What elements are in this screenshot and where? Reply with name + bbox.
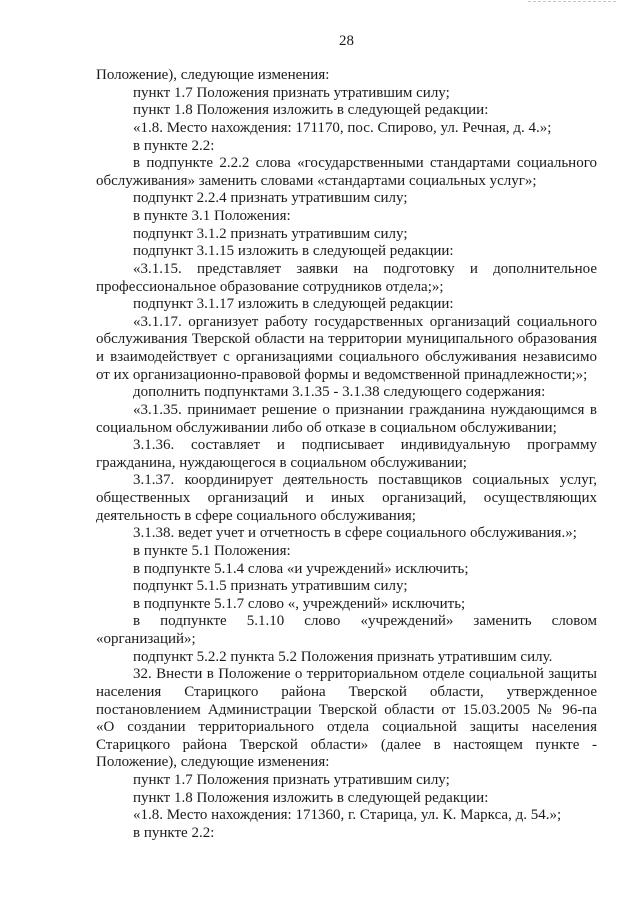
text-line: Положение), следующие изменения: — [96, 67, 330, 83]
text-line: от их организационно-правовой формы и ведомственной принадлежности;»; — [96, 366, 588, 383]
text-line: и взаимодействует с организациями социального обслуживания независимо — [96, 349, 597, 365]
text-line: подпункт 2.2.4 признать утратившим силу; — [133, 190, 408, 207]
text-line: подпункт 3.1.17 изложить в следующей редакции: — [133, 296, 454, 313]
text-line: подпункт 3.1.15 изложить в следующей редакции: — [133, 243, 454, 260]
text-line: 3.1.38. ведет учет и отчетность в сфере социального обслуживания.»; — [133, 525, 577, 542]
text-line: подпункт 5.1.5 признать утратившим силу; — [133, 578, 408, 595]
text-line: пункт 1.8 Положения изложить в следующей редакции: — [133, 102, 489, 119]
text-line: подпункт 5.2.2 пункта 5.2 Положения признать утратившим силу. — [133, 648, 553, 665]
text-line: гражданина, нуждающегося в социальном обслуживании; — [96, 454, 467, 471]
text-line: дополнить подпунктами 3.1.35 - 3.1.38 следующего содержания: — [133, 384, 546, 401]
text-line: 32. Внести в Положение о территориальном отделе социальной защиты — [133, 666, 597, 683]
text-line: в подпункте 5.1.7 слово «, учреждений» исключить; — [133, 595, 466, 612]
text-line: обслуживания» заменить словами «стандартами социальных услуг»; — [96, 172, 537, 189]
text-line: в пункте 3.1 Положения: — [133, 208, 291, 224]
text-line: в пункте 5.1 Положения: — [133, 542, 291, 559]
text-line: населения Старицкого района Тверской области, утвержденное — [96, 683, 597, 700]
text-line: Старицкого района Тверской области» (далее в настоящем пункте - — [96, 736, 597, 753]
text-line: пункт 1.8 Положения изложить в следующей редакции: — [133, 789, 489, 806]
text-line: в подпункте 2.2.2 слова «государственными стандартами социального — [133, 155, 597, 172]
text-line: «организаций»; — [96, 631, 196, 647]
scan-edge-mark — [528, 1, 616, 2]
text-line: «О создании территориального отдела социальной защиты населения — [96, 719, 597, 736]
text-line: «1.8. Место нахождения: 171170, пос. Спирово, ул. Речная, д. 4.»; — [133, 119, 552, 136]
text-line: в подпункте 5.1.4 слова «и учреждений» исключить; — [133, 560, 469, 577]
text-line: общественных организаций и иных организаций, осуществляющих — [96, 490, 597, 506]
text-line: пункт 1.7 Положения признать утратившим силу; — [133, 84, 450, 101]
text-line: «1.8. Место нахождения: 171360, г. Старица, ул. К. Маркса, д. 54.»; — [133, 807, 562, 824]
page-number: 28 — [339, 33, 354, 49]
text-line: социальном обслуживании либо об отказе в социальном обслуживании; — [96, 419, 557, 436]
text-line: в пункте 2.2: — [133, 824, 215, 841]
text-line: Положение), следующие изменения: — [96, 754, 330, 771]
text-line: обслуживания Тверской области на территории муниципального образования — [96, 331, 597, 348]
text-line: подпункт 3.1.2 признать утратившим силу; — [133, 225, 408, 242]
text-line: в подпункте 5.1.10 слово «учреждений» заменить словом — [133, 613, 597, 630]
document-body — [96, 67, 597, 843]
text-line: 3.1.36. составляет и подписывает индивидуальную программу — [133, 437, 597, 454]
text-line: 3.1.37. координирует деятельность поставщиков социальных услуг, — [133, 472, 597, 489]
text-line: «3.1.17. организует работу государственных организаций социального — [133, 313, 597, 330]
text-line: постановлением Администрации Тверской области от 15.03.2005 № 96-па — [96, 701, 597, 718]
text-line: деятельность в сфере социального обслуживания; — [96, 507, 416, 524]
text-line: «3.1.35. принимает решение о признании гражданина нуждающимся в — [133, 401, 597, 418]
text-line: в пункте 2.2: — [133, 137, 215, 154]
text-line: «3.1.15. представляет заявки на подготовку и дополнительное — [133, 260, 597, 277]
text-line: пункт 1.7 Положения признать утратившим силу; — [133, 772, 450, 788]
text-line: профессиональное образование сотрудников отдела;»; — [96, 278, 444, 295]
